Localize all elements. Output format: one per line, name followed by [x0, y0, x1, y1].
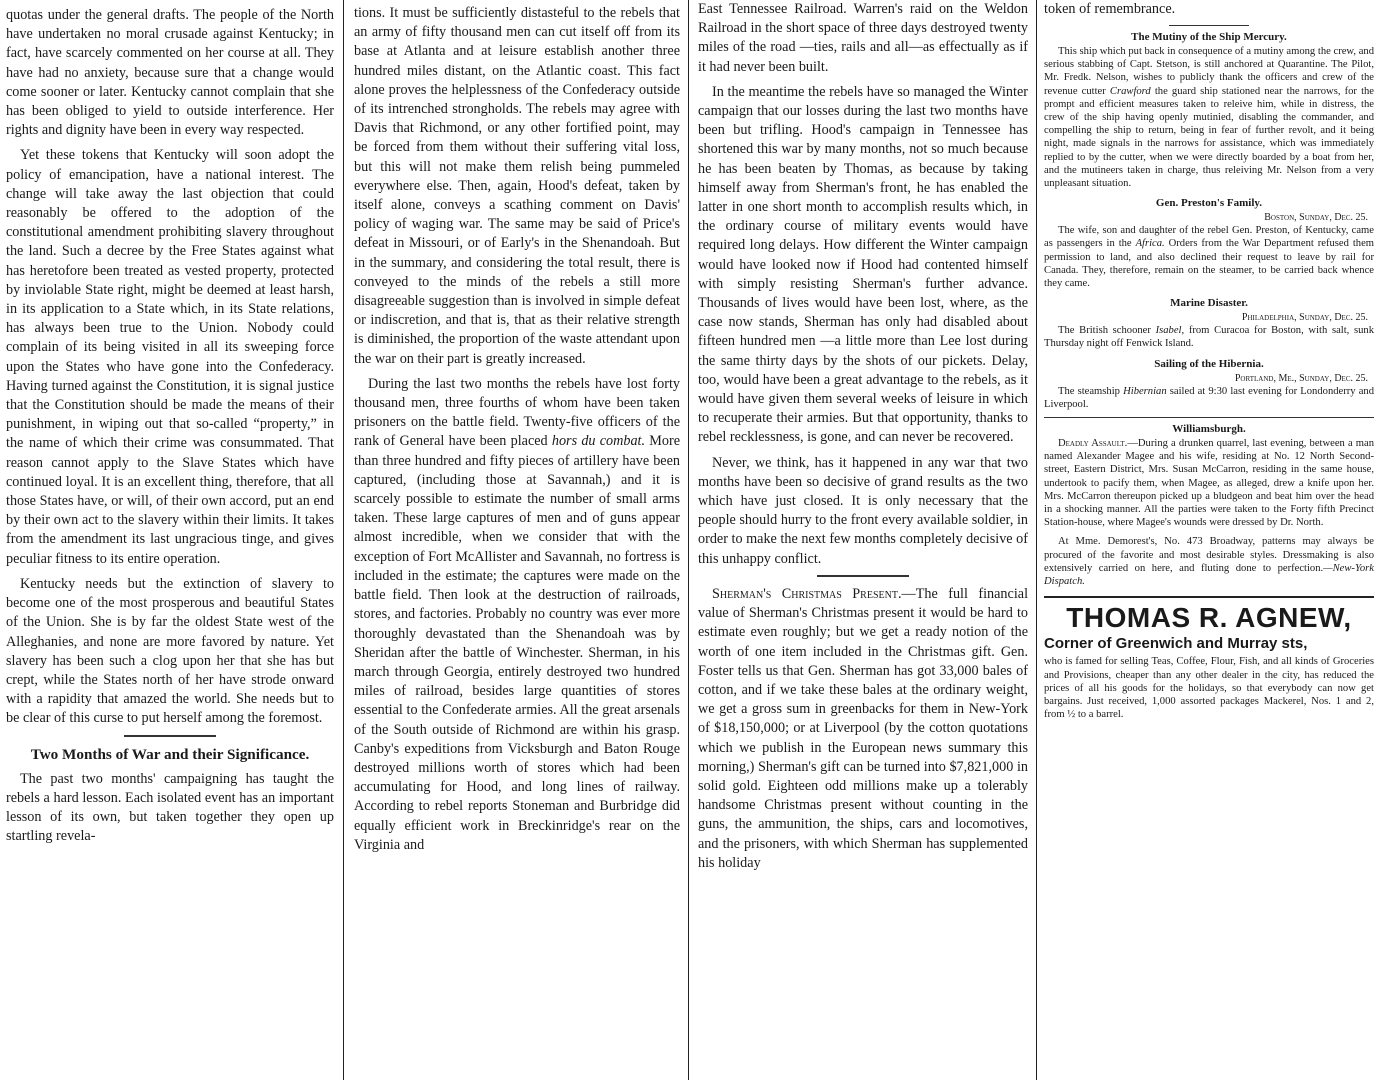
article-paragraph: The past two months' campaigning has taught the rebels a hard lesson. Each isolated event has an important lesson of its own, but taken together they open up startling revela-: [6, 770, 334, 845]
text-run: —During a drunken quarrel, last evening, between a man named Alexander Magee and his wife, residing at No. 12 North Second-street, Eastern District, Mrs. Susan McCarron, residing in the same house, undertook to pacify them, when Magee, as alleged, drew a knife upon her. Mrs. McCarron thereupon picked up a bludgeon and beat him over the head in a shocking manner. All the parties were taken to the Forty fifth Precinct Station-house, where Magee's wounds were dressed by Dr. North.: [1044, 438, 1375, 529]
ad-address: Corner of Greenwich and Murray sts,: [1044, 635, 1308, 653]
article-paragraph: Yet these tokens that Kentucky will soon adopt the policy of emancipation, have a national interest. The change will take away the last objection that could reasonably be offered to the adoption of the constitutional amendment prohibiting slavery throughout the land. Such a decree by the Free States against what has heretofore been treated as vested property, protected by inviolable State right, might be deemed at least harsh, in its application to a State which, in its State relations, has always been true to the Union. Nobody could complain of its being visited in all its sweeping force upon the States who have gone into the Confederacy. Having turned against the Constitution, it is signal justice that the Constitution should be made the means of their punishment, in wiping out that so-called “property,” in the name of which their crime was consummated. That reason cannot apply to the Slave States which have continued loyal. It is an excellent thing, therefore, that all those States have, or will, of their own accord, put an end by their own act to the slavery within their limits. It takes from the amendment its last ungracious tinge, and gives peculiar fitness to its entire operation.: [6, 147, 334, 567]
article-paragraph: Kentucky needs but the extinction of slavery to become one of the most prosperous and beautiful States of the Union. She is by far the oldest State west of the Alleghanies, and none are more favored by nature. Yet slavery has been such a clog upon her that she has but crept, while the States north of her have strode onward with a rapidity that amazed the world. She needs but to be clear of this curse to put herself among the foremost.: [6, 575, 334, 727]
column-1: [2, 0, 338, 1080]
italic-phrase: Africa.: [1135, 238, 1165, 250]
column-3: [694, 0, 1032, 1080]
italic-phrase: Hibernian: [1123, 385, 1167, 397]
text-run: This ship which put back in consequence of a mutiny among the crew, and serious stabbing of Capt. Stetson, is still anchored at Quarantine. The Pilot, Mr. Fredk. Nelson, wishes to publicly thank the officers and crew of the revenue cutter: [1044, 46, 1374, 97]
text-run: At Mme. Demorest's, No. 473 Broadway, patterns may always be procured of the favorite and most desirable styles. Dressmaking is also extensively carried on here, and fluting done to perfection.: [1044, 536, 1374, 574]
text-run: from Curacoa for Boston, with salt, sunk Thursday night off Fenwick Island.: [1044, 325, 1374, 350]
text-run: During the last two months the rebels have lost forty thousand men, three fourths of whom have been taken prisoners on the battle field. Twenty-five officers of the rank of General have been placed: [354, 375, 680, 450]
news-item-heading: The Mutiny of the Ship Mercury.: [1131, 31, 1287, 43]
article-paragraph: Never, we think, has it happened in any war that two months have been so decisive of grand results as the two which have just closed. It is only necessary that the people should hurry to the front every available soldier, in order to make the next few months completely decisive of this unhappy conflict.: [698, 454, 1028, 567]
dateline: Portland, Me., Sunday, Dec. 25.: [1234, 372, 1368, 384]
column-rule: [688, 0, 689, 1080]
dateline: Boston, Sunday, Dec. 25.: [1264, 212, 1368, 224]
paragraph-lead: Deadly Assault.: [1058, 438, 1128, 450]
text-run: the guard ship stationed near the narrows, for the prompt and efficient measures taken to releive him, while in distress, the crew of the ship having openly mutinied, disabling the commander, and compelling the ship to return, being in fear of further revolt, and it being night, made signals in the narrows for assistance, which was immediately replied to by the cutter, when we were directly boarded by a boat from her, and the mutineers taken in charge, thus releiving Mr. Nelson from a very unpleasant situation.: [1044, 85, 1375, 190]
column-rule: [1036, 0, 1037, 1080]
text-run: The British schooner: [1058, 325, 1156, 337]
italic-phrase: Crawford: [1109, 85, 1151, 97]
article-paragraph: token of remembrance.: [1044, 1, 1176, 17]
news-item-heading: Sailing of the Hibernia.: [1154, 357, 1264, 370]
article-paragraph: tions. It must be sufficiently distasteful to the rebels that an army of fifty thousand men can cut itself off from its base at Atlanta and at leisure establish another three hundred miles distant, on the Atlantic coast. This fact alone proves the helplessness of the Confederacy outside of its intrenched strongholds. The rebels may agree with Davis that Richmond, or any other fortified point, may be forced from them without their suffering vital loss, but this will not make them relish being pummeled everywhere else. Then, again, Hood's defeat, taken by itself alone, conveys a scathing comment on Davis' policy of waging war. The same may be said of Price's defeat in Missouri, or of Early's in the Shenandoah. But in the summary, and considering the total result, there is conveyed to the minds of the rebels a still more disagreeable suggestion than is involved in simple defeat or indiscretion, and that is, that as their relative strength is diminished, the proportion of the waste attendant upon the war on their part is greatly increased.: [354, 5, 680, 367]
news-item-body: [1044, 437, 1374, 529]
section-divider: [1169, 25, 1249, 26]
source-credit: —New-York Dispatch.: [1044, 562, 1374, 588]
news-item-heading: Marine Disaster.: [1170, 297, 1248, 310]
ad-merchant-name: THOMAS R. AGNEW,: [1066, 602, 1352, 634]
section-divider: [817, 575, 909, 577]
news-item-body: [1044, 535, 1374, 588]
text-run: —The full financial value of Sherman's Christmas present it would be hard to estimate even roughly; but we get a ready notion of the worth of one item included in the Christmas gift. Gen. Foster tells us that Gen. Sherman has got 33,000 bales of cotton, and if we take these bales at the ordinary weight, we get a gross sum in greenbacks for them in New-York of $18,150,000; or at Liverpool (by the cotton quotations which we publish in the European news summary this morning,) Sherman's gift can be turned into $7,821,000 in solid gold. Eighteen odd millions make up a tolerably handsome Christmas present without counting in the guns, the ammunition, the ships, cars and locomotives, and the prisoners, with which Sherman has supplemented his holiday: [698, 585, 1029, 871]
text-run: The steamship: [1058, 385, 1124, 397]
italic-phrase: Isabel,: [1155, 325, 1185, 337]
news-item-body: [1044, 324, 1374, 350]
ad-body: who is famed for selling Teas, Coffee, Flour, Fish, and all kinds of Groceries and Provisions, cheaper than any other dealer in the city, has reduced the prices of all his goods for the holidays, so that everybody can now get bargains. Just received, 1,000 assorted packages Mackerel, Nos. 1 and 2, from ½ to a barrel.: [1044, 656, 1374, 721]
news-item-body: [1044, 385, 1374, 411]
article-paragraph: In the meantime the rebels have so managed the Winter campaign that our losses during the last two months have been but trifling. Hood's campaign in Tennessee has shortened this war by many months, not so much because he has been beaten by Thomas, as because by taking himself away from Sherman's front, he has enabled the latter in one short month to accomplish results which, in the ordinary course of military events would have required long delays. How different the Winter campaign would have looked now if Hood had contented himself with simply resisting Sherman's further advance. Thousands of lives would have been lost, where, as the case now stands, Sherman has only had disabled about fifteen hundred men —a little more than Lee lost during the same thirty days by the shots of our pickets. Delay, too, would have been a great advantage to the rebels, as it would have given them several weeks of leisure in which to recuperate their armies. But that opportunity, thanks to rebel recklessness, is gone, and can never be recovered.: [698, 83, 1028, 446]
article-paragraph: [354, 375, 680, 855]
text-run: Orders from the War Department refused them permission to land, and also declined their request to leave by rail for Canada. They, therefore, remain on the steamer, to be carried back whence they came.: [1044, 238, 1375, 290]
column-2: [350, 0, 684, 1080]
text-run: sailed at 9:30 last evening for Londonderry and Liverpool.: [1044, 385, 1375, 410]
italic-phrase: hors du combat.: [551, 433, 646, 450]
news-item-heading: Williamsburgh.: [1172, 423, 1246, 436]
section-divider: [124, 735, 216, 737]
news-item-heading: Gen. Preston's Family.: [1155, 197, 1263, 210]
text-run: More than three hundred and fifty pieces of artillery have been captured, (including those at Savannah,) and it is scarcely possible to estimate the number of small arms taken. These large captures of men and of guns appear almost incredible, when we consider that with the exception of Fort McAllister and Savannah, no fortress is included in the estimate; the captures were made on the battle field. Then look at the destruction of railroads, stores, and factories. Probably no country was ever more thoroughly devastated than the Shenandoah was by Sheridan after the battle of Winchester. Sherman, in his march through Georgia, entirely destroyed two hundred miles of railroad, besides large quantities of stores essential to the Confederate armies. All the great arsenals of the South outside of Richmond are within his grasp. Canby's expeditions from Vicksburgh and Baton Rouge destroyed millions worth of stores which had been accumulating for Hood, and long lines of railway. According to rebel reports Stoneman and Burbridge did equally efficient work in Breckinridge's rear on the Virginia and: [354, 433, 681, 853]
paragraph-lead: Sherman's Christmas Present.: [712, 585, 902, 602]
news-item-body: [1044, 45, 1374, 190]
advertisement: [1044, 596, 1374, 721]
column-4: [1040, 0, 1378, 1080]
article-heading: Two Months of War and their Significance.: [30, 745, 310, 763]
dateline: Philadelphia, Sunday, Dec. 25.: [1241, 312, 1368, 324]
article-paragraph: [698, 585, 1028, 873]
text-run: The wife, son and daughter of the rebel Gen. Preston, of Kentucky, came as passengers in the: [1044, 225, 1374, 250]
section-divider: [1044, 417, 1374, 418]
column-rule: [343, 0, 344, 1080]
article-paragraph: quotas under the general drafts. The people of the North have undertaken no moral crusade against Kentucky; in fact, have scarcely commented on her course at all. They have had no anxiety, because sure that a change would come sooner or later. Kentucky cannot complain that she has been obliged to yield to outside interference. Her rights and dignity have been in every way respected.: [6, 7, 334, 139]
news-item-body: [1044, 224, 1374, 290]
article-paragraph: East Tennessee Railroad. Warren's raid on the Weldon Railroad in the short space of three days destroyed twenty miles of the road —ties, rails and all—as effectually as if it had never been built.: [698, 1, 1028, 75]
